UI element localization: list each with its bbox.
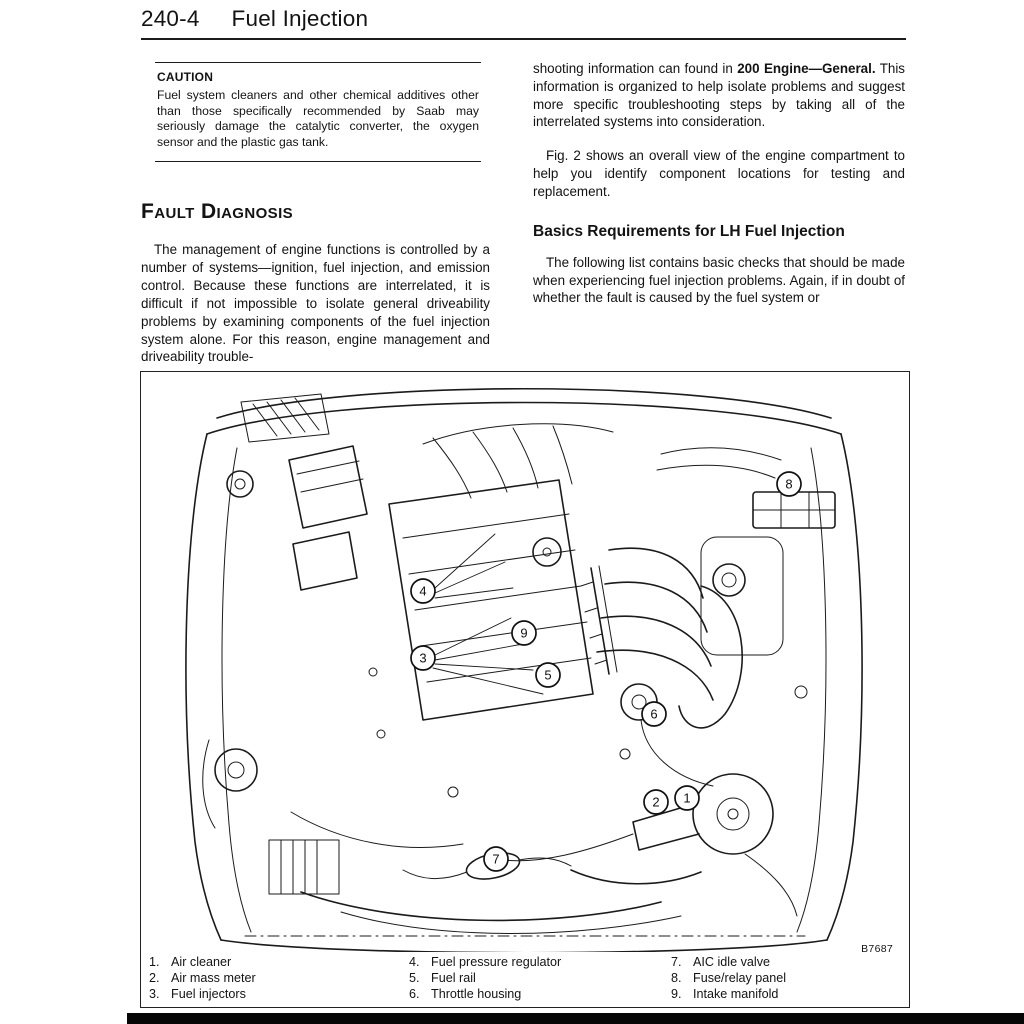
- basics-requirements-heading: Basics Requirements for LH Fuel Injection: [533, 222, 845, 240]
- page-edge-bar: [127, 1013, 1024, 1024]
- legend-column-2: [409, 955, 671, 1003]
- legend-item: 4. Fuel pressure regulator: [409, 955, 562, 970]
- figure-legend: [149, 955, 901, 1003]
- svg-text:4: 4: [419, 583, 427, 599]
- left-column: [141, 62, 490, 366]
- caution-title: CAUTION: [157, 70, 214, 84]
- basics-paragraph: The following list contains basic checks that should be made when experiencing fuel injection problems. Again, if in doubt of whether the fault is caused by the fuel system or: [533, 254, 905, 306]
- legend-item: 1. Air cleaner: [149, 955, 232, 970]
- figure-callout-6: [642, 702, 666, 726]
- legend-item: 6. Throttle housing: [409, 987, 522, 1002]
- svg-text:6: 6: [650, 706, 658, 722]
- figure-callout-8: [777, 472, 801, 496]
- figure-callout-2: [644, 790, 668, 814]
- fig2-paragraph: Fig. 2 shows an overall view of the engine compartment to help you identify component locations for testing and replacement.: [533, 148, 905, 199]
- svg-text:9: 9: [520, 625, 528, 641]
- figure-callout-1: [675, 786, 699, 810]
- svg-text:2: 2: [652, 794, 660, 810]
- engine-drawing-group: [186, 389, 862, 952]
- figure-callout-5: [536, 663, 560, 687]
- page-header: [141, 6, 906, 40]
- legend-item: 2. Air mass meter: [149, 971, 256, 986]
- legend-item: 9. Intake manifold: [671, 987, 779, 1002]
- page-title: Fuel Injection: [231, 6, 369, 31]
- legend-item: 8. Fuse/relay panel: [671, 971, 787, 986]
- troubleshooting-text-post: This information is organized to help isolate problems and suggest more specific troubleshooting steps by taking all of the interrelated systems into consideration.: [533, 61, 905, 130]
- svg-text:3: 3: [419, 650, 427, 666]
- right-column: [533, 60, 905, 307]
- figure-callout-4: [411, 579, 435, 603]
- legend-column-3: [671, 955, 901, 1003]
- page-number: 240-4: [141, 6, 200, 31]
- fault-diagnosis-paragraph: The management of engine functions is controlled by a number of systems—ignition, fuel injection, and emission control. Because these functions are interrelated, it is difficult if not impossible to isolate general driveability problems by examining components of the fuel injection system alone. For this reason, engine management and driveability trouble-: [141, 242, 490, 365]
- engine-line-art: [141, 372, 907, 952]
- figure-callout-9: [512, 621, 536, 645]
- legend-item: 5. Fuel rail: [409, 971, 476, 986]
- caution-text: Fuel system cleaners and other chemical additives other than those specifically recommended by Saab may seriously damage the catalytic converter, the oxygen sensor and the plastic gas tank.: [157, 88, 479, 149]
- svg-text:5: 5: [544, 667, 552, 683]
- legend-item: 7. AIC idle valve: [671, 955, 770, 970]
- caution-box: [155, 62, 481, 162]
- figure-code: B7687: [861, 943, 893, 955]
- fault-diagnosis-heading: Fault Diagnosis: [141, 200, 294, 224]
- figure-callout-7: [484, 847, 508, 871]
- svg-text:8: 8: [785, 476, 793, 492]
- figure-callout-3: [411, 646, 435, 670]
- svg-text:7: 7: [492, 851, 500, 867]
- svg-text:1: 1: [683, 790, 691, 806]
- troubleshooting-text-pre: shooting information can found in: [533, 61, 738, 76]
- troubleshooting-paragraph: [533, 60, 905, 131]
- engine-compartment-figure: [140, 371, 910, 1008]
- engine-general-reference: 200 Engine—General.: [737, 61, 876, 76]
- legend-column-1: [149, 955, 409, 1003]
- legend-item: 3. Fuel injectors: [149, 987, 246, 1002]
